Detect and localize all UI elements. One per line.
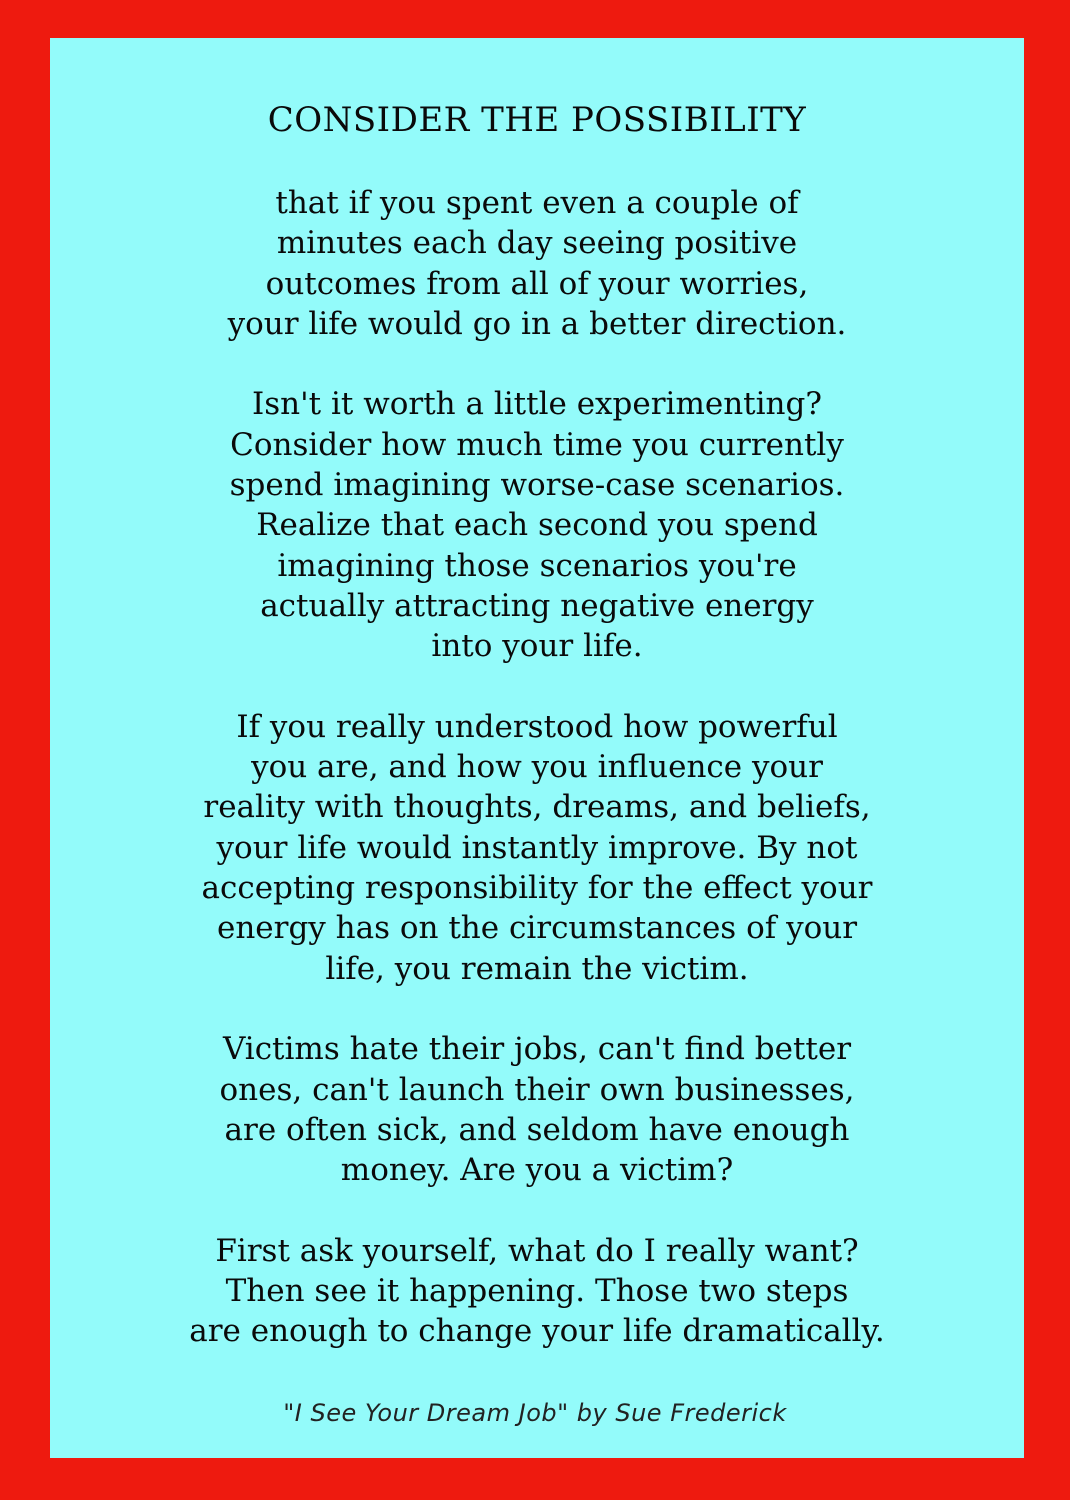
paragraph-2 [50, 384, 1024, 666]
text-line: accepting responsibility for the effect your [201, 870, 873, 907]
text-line: life, you remain the victim. [325, 950, 749, 987]
text-line: First ask yourself, what do I really want? [215, 1232, 859, 1269]
quote-body [50, 183, 1024, 1392]
text-line: Victims hate their jobs, can't find better [222, 1031, 852, 1068]
text-line: Consider how much time you currently [230, 426, 844, 463]
text-line: money. Are you a victim? [340, 1152, 734, 1189]
text-line: Realize that each second you spend [256, 507, 818, 544]
text-line: you are, and how you influence your [251, 749, 823, 786]
paragraph-5 [50, 1231, 1024, 1352]
text-line: Then see it happening. Those two steps [225, 1273, 849, 1310]
text-line: ones, can't launch their own businesses, [219, 1071, 855, 1108]
text-line: If you really understood how powerful [236, 708, 838, 745]
text-line: outcomes from all of your worries, [265, 265, 809, 302]
paragraph-1 [50, 183, 1024, 344]
text-line: imagining those scenarios you're [277, 547, 797, 584]
paragraph-4 [50, 1029, 1024, 1190]
text-line: Isn't it worth a little experimenting? [252, 386, 822, 423]
text-line: spend imagining worse-case scenarios. [229, 467, 845, 504]
paragraph-3 [50, 707, 1024, 989]
text-line: energy has on the circumstances of your [216, 910, 858, 947]
text-line: into your life. [431, 628, 643, 665]
attribution: "I See Your Dream Job" by Sue Frederick [283, 1399, 787, 1427]
text-line: your life would go in a better direction. [227, 305, 847, 342]
text-line: are enough to change your life dramatically. [189, 1313, 885, 1350]
page-title: CONSIDER THE POSSIBILITY [267, 100, 807, 140]
text-line: reality with thoughts, dreams, and beliefs, [203, 789, 871, 826]
text-line: your life would instantly improve. By not [216, 829, 858, 866]
text-line: minutes each day seeing positive [276, 225, 798, 262]
text-line: are often sick, and seldom have enough [224, 1111, 850, 1148]
quote-card [50, 38, 1024, 1458]
text-line: that if you spent even a couple of [275, 185, 799, 221]
text-line: actually attracting negative energy [260, 587, 814, 624]
